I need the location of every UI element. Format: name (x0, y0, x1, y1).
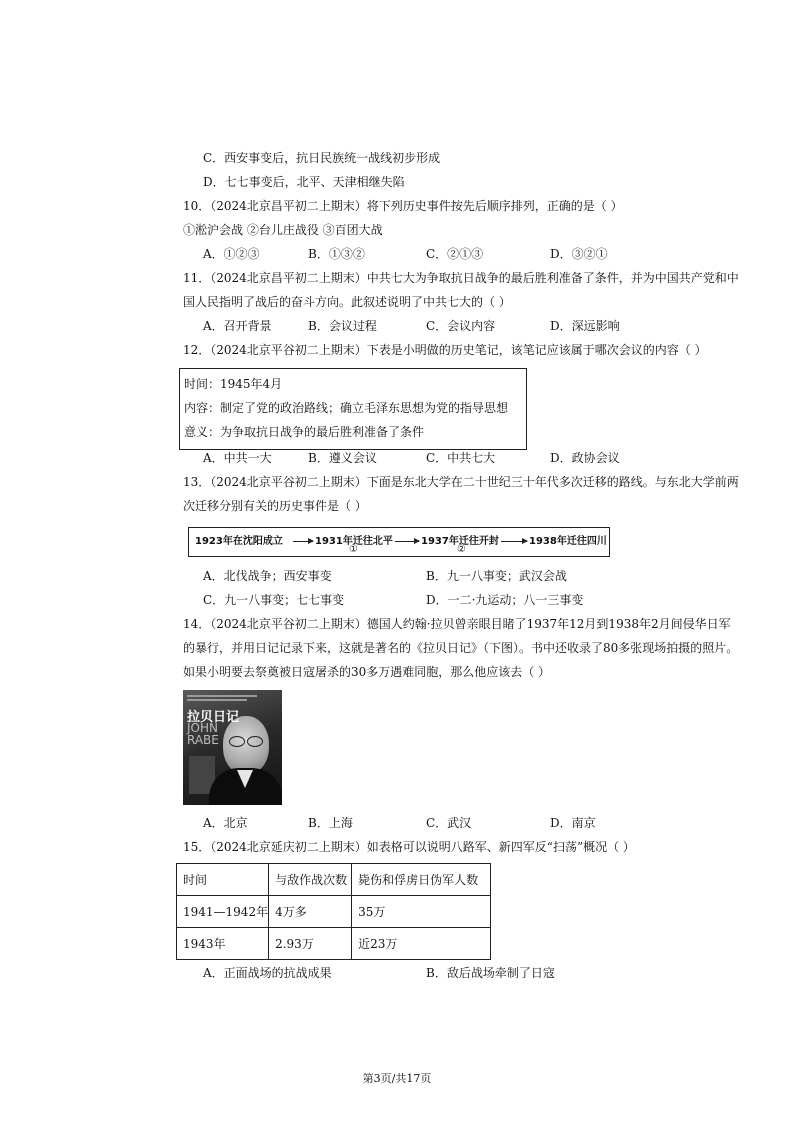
route-step-3: 1937年迁往开封 (421, 536, 499, 547)
table-header-cell: 与敌作战次数 (269, 864, 352, 896)
q13-stem-line1: 13．（2024北京平谷初二上期末）下面是东北大学在二十世纪三十年代多次迁移的路线。与东北大学前两 (183, 475, 739, 489)
route-marker-2: ② (457, 544, 466, 555)
q15-option-a: A．正面战场的抗战成果 (203, 966, 332, 980)
table-row (177, 896, 491, 928)
q13-option-a: A．北伐战争；西安事变 (203, 569, 332, 583)
q14-stem-line3: 如果小明要去祭奠被日寇屠杀的30多万遇难同胞，那么他应该去（ ） (183, 665, 551, 679)
table-row (177, 928, 491, 960)
q12-note-box (179, 368, 527, 450)
route-arrow-3 (501, 541, 527, 542)
route-step-2: 1931年迁往北平 (315, 536, 393, 547)
glasses-icon (229, 736, 265, 746)
note-time: 时间：1945年4月 (184, 377, 283, 391)
route-step-1: 1923年在沈阳成立 (195, 536, 283, 547)
table-cell: 1943年 (177, 928, 269, 960)
q10-option-a: A．①②③ (203, 247, 260, 261)
cover-en-line2: RABE (187, 733, 219, 747)
table-cell: 35万 (352, 896, 491, 928)
note-content: 内容：制定了党的政治路线；确立毛泽东思想为党的指导思想 (184, 401, 509, 415)
q15-stem: 15．（2024北京延庆初二上期末）如表格可以说明八路军、新四军反“扫荡”概况（ ） (183, 840, 635, 854)
q11-option-d: D．深远影响 (550, 319, 620, 333)
q14-stem-line2: 的暴行，并用日记记录下来，这就是著名的《拉贝日记》（下图）。书中还收录了80多张现场拍摄的照片。 (183, 641, 739, 655)
q12-option-b: B．遵义会议 (308, 451, 377, 465)
q12-stem: 12．（2024北京平谷初二上期末）下表是小明做的历史笔记，该笔记应该属于哪次会议的内容（ ） (183, 343, 707, 357)
q9-option-c: C．西安事变后，抗日民族统一战线初步形成 (203, 151, 441, 165)
q15-data-table (176, 863, 491, 960)
q13-option-c: C．九一八事变；七七事变 (203, 593, 345, 607)
q12-option-c: C．中共七大 (426, 451, 496, 465)
route-step-4: 1938年迁往四川 (529, 536, 607, 547)
q11-option-b: B．会议过程 (308, 319, 377, 333)
q13-stem-line2: 次迁移分别有关的历史事件是（ ） (183, 499, 367, 513)
route-arrow-1 (293, 541, 313, 542)
route-marker-1: ① (349, 544, 358, 555)
table-cell: 2.93万 (269, 928, 352, 960)
cover-en-line1: JOHN (187, 721, 218, 735)
table-cell: 4万多 (269, 896, 352, 928)
q11-option-a: A．召开背景 (203, 319, 272, 333)
note-meaning: 意义：为争取抗日战争的最后胜利准备了条件 (184, 425, 425, 439)
q11-stem-line2: 国人民指明了战后的奋斗方向。此叙述说明了中共七大的（ ） (183, 295, 511, 309)
q10-option-b: B．①③② (308, 247, 365, 261)
q9-option-d: D．七七事变后，北平、天津相继失陷 (203, 175, 405, 189)
q14-option-a: A．北京 (203, 816, 248, 830)
q14-option-c: C．武汉 (426, 816, 472, 830)
q14-option-b: B．上海 (308, 816, 353, 830)
q11-stem-line1: 11．（2024北京昌平初二上期末）中共七大为争取抗日战争的最后胜利准备了条件，并为中国共产党和中 (183, 271, 739, 285)
migration-route-diagram (188, 527, 610, 557)
table-cell: 1941—1942年 (177, 896, 269, 928)
q10-option-c: C．②①③ (426, 247, 484, 261)
table-header-row (177, 864, 491, 896)
table-header-cell: 时间 (177, 864, 269, 896)
q10-stem: 10．（2024北京昌平初二上期末）将下列历史事件按先后顺序排列，正确的是（ ） (183, 199, 623, 213)
q12-option-d: D．政协会议 (550, 451, 620, 465)
cover-text-bar (187, 699, 247, 701)
q15-option-b: B．敌后战场牵制了日寇 (426, 966, 555, 980)
q14-stem-line1: 14．（2024北京平谷初二上期末）德国人约翰·拉贝曾亲眼目睹了1937年12月到1938年2月间侵华日军 (183, 617, 731, 631)
q10-items: ①淞沪会战 ②台儿庄战役 ③百团大战 (183, 223, 383, 237)
cover-title: 拉贝日记 (187, 710, 240, 725)
route-arrow-2 (395, 541, 419, 542)
q13-option-b: B．九一八事变；武汉会战 (426, 569, 567, 583)
page-footer: 第3页/共17页 (362, 1072, 432, 1085)
table-cell: 近23万 (352, 928, 491, 960)
q11-option-c: C．会议内容 (426, 319, 496, 333)
q10-option-d: D．③②① (550, 247, 608, 261)
q13-option-d: D．一二·九运动；八一三事变 (426, 593, 584, 607)
table-header-cell: 毙伤和俘虏日伪军人数 (352, 864, 491, 896)
q14-option-d: D．南京 (550, 816, 596, 830)
rabe-diary-cover-image (183, 690, 282, 805)
cover-text-bar (187, 695, 257, 697)
q12-option-a: A．中共一大 (203, 451, 272, 465)
